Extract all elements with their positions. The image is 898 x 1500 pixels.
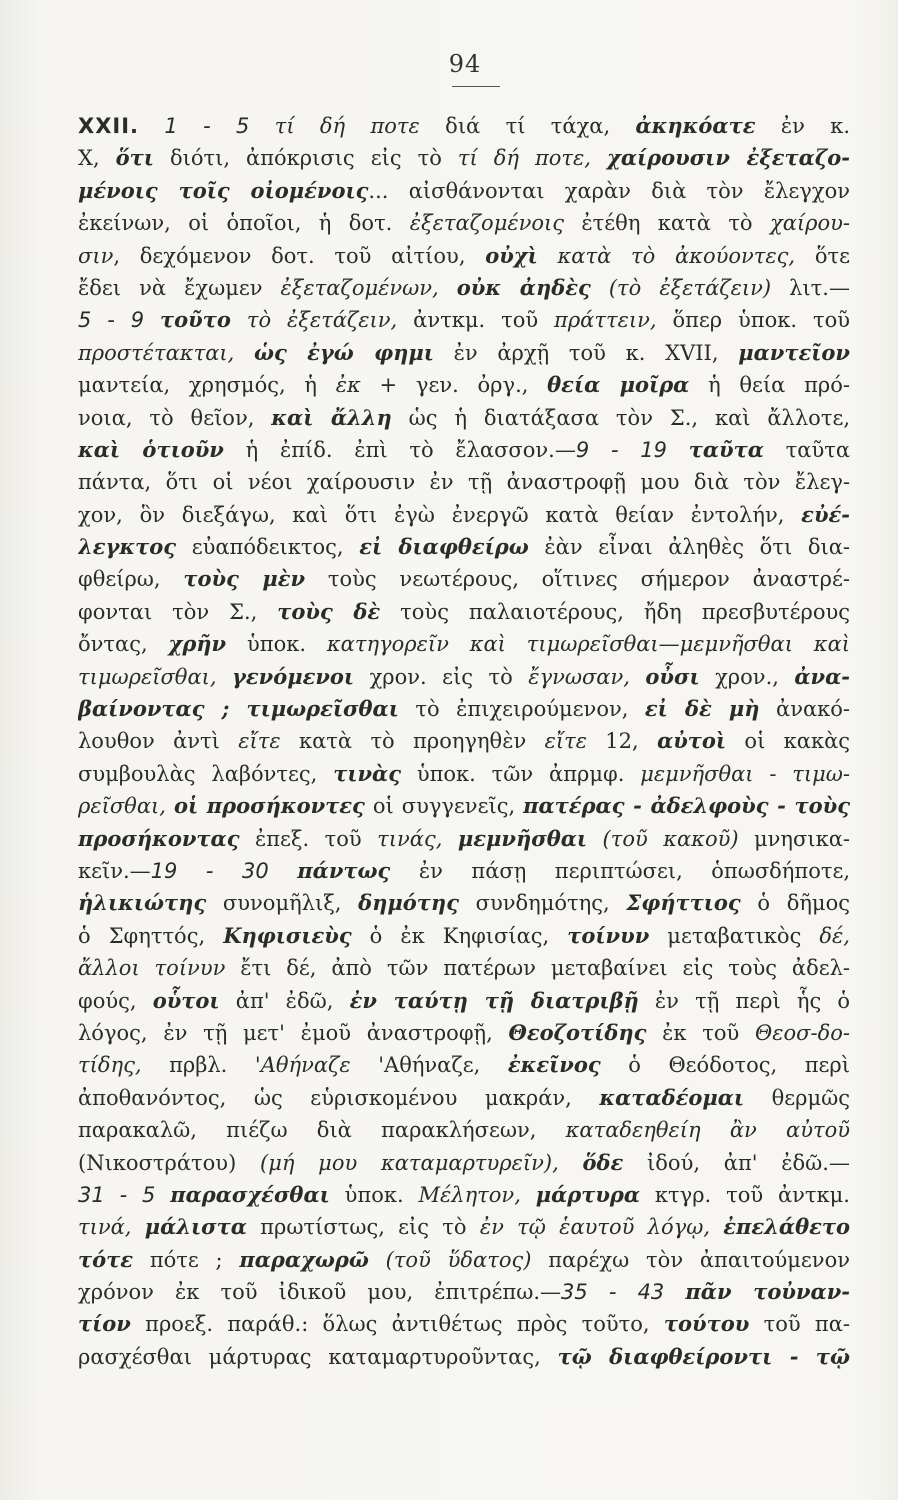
- lemma-term: μεμνῆσθαι: [457, 825, 588, 851]
- text-segment: + γεν. ὀργ.,: [360, 373, 548, 398]
- lemma-term: καὶ ἄλλη: [271, 404, 392, 430]
- text-segment: κεῖν.—: [78, 858, 151, 883]
- text-segment: ὁ Θεόδοτος, περὶ: [600, 1053, 850, 1078]
- line-reference: 19 - 30: [150, 858, 269, 883]
- text-segment: [630, 665, 645, 689]
- text-segment: χαίρου-: [769, 211, 850, 236]
- text-segment: Θεοσ-δο-: [755, 1020, 850, 1045]
- text-segment: κατὰ τὸ ἀκούοντες,: [557, 243, 796, 268]
- lemma-term: χαίρουσιν ἐξεταζο-: [607, 145, 850, 171]
- text-segment: διότι, ἀπόκρισις εἰς τὸ: [153, 146, 458, 171]
- text-segment: λόγος, ἐν τῇ μετ' ἐμοῦ ἀναστροφῇ,: [78, 1020, 509, 1045]
- text-segment: τινά,: [78, 1215, 132, 1240]
- lemma-term: οὐκ ἀηδὲς: [456, 274, 591, 300]
- text-segment: τίδης,: [78, 1053, 142, 1078]
- lemma-term: Σφήττιος: [626, 890, 741, 916]
- lemma-term: παραχωρῶ: [239, 1246, 369, 1272]
- text-segment: ὄντας,: [78, 632, 169, 657]
- line-reference: 35 - 43: [561, 1280, 665, 1305]
- text-line: [78, 725, 850, 757]
- text-segment: ὁ δῆμος: [740, 891, 850, 916]
- text-segment: ἐν πάσῃ περιπτώσει, ὁπωσδήποτε,: [390, 858, 850, 883]
- text-segment: ὁ ἐκ Κηφισίας,: [351, 923, 568, 948]
- text-segment: μαντεία, χρησμός, ἡ: [78, 373, 336, 398]
- text-segment: παρακαλῶ, πιέζω διὰ παρακλήσεων,: [78, 1118, 566, 1143]
- text-line: [78, 1341, 850, 1373]
- lemma-term: τίον: [78, 1311, 131, 1337]
- lemma-term: ἀκηκόατε: [635, 113, 756, 138]
- text-line: [78, 1211, 850, 1243]
- lemma-term: χρῆν: [168, 631, 227, 657]
- text-line: [78, 369, 850, 401]
- lemma-term: τοὺς δὲ: [277, 598, 381, 624]
- text-segment: ὑποκ.: [329, 1182, 419, 1207]
- line-reference: 5 - 9: [78, 308, 145, 333]
- text-line: [78, 1114, 850, 1146]
- text-segment: ἀποθανόντος, ὡς εὑρισκομένου μακράν,: [78, 1085, 600, 1110]
- text-segment: ἐὰν εἶναι ἀληθὲς ὅτι δια-: [528, 535, 850, 560]
- text-segment: οἱ συγγενεῖς,: [364, 794, 524, 819]
- text-line: [78, 1082, 850, 1114]
- text-segment: [234, 341, 254, 365]
- text-segment: ἰδού, ἀπ' ἐδῶ.—: [623, 1150, 850, 1175]
- lemma-term: μάλιστα: [144, 1214, 247, 1240]
- text-segment: [591, 146, 607, 170]
- lemma-term: οὐχὶ: [485, 242, 538, 268]
- text-segment: [249, 114, 274, 138]
- text-line: [78, 272, 850, 304]
- text-line: [78, 499, 850, 531]
- lemma-term: μαντεῖον: [738, 339, 850, 365]
- page-number: 94: [448, 50, 482, 78]
- text-line: [78, 1147, 850, 1179]
- text-line: [78, 628, 850, 660]
- text-segment: χρόνον ἐκ τοῦ ἰδικοῦ μου, ἐπιτρέπω.—: [78, 1280, 562, 1305]
- text-segment: τί δή ποτε: [274, 114, 420, 138]
- text-segment: ἔτι δέ, ἀπὸ τῶν πατέρων μεταβαίνει εἰς τοὺς ἀδελ-: [225, 956, 850, 981]
- text-segment: χρον.,: [699, 664, 795, 689]
- chapter-number: ΧΧΙΙ.: [78, 114, 139, 138]
- text-segment: ἐκείνων, οἱ ὁποῖοι, ἡ δοτ.: [78, 211, 410, 236]
- text-segment: τινάς,: [377, 826, 443, 851]
- text-segment: εἴτε: [544, 729, 587, 754]
- text-segment: [559, 1151, 583, 1175]
- text-segment: φθείρω,: [78, 567, 184, 592]
- text-segment: 'Αθήναζε: [254, 1053, 351, 1078]
- lemma-term: Θεοζοτίδης: [508, 1019, 647, 1045]
- text-segment: [442, 827, 457, 851]
- line-reference: 9 - 19: [575, 437, 667, 462]
- text-line: [78, 531, 850, 563]
- text-line: [78, 887, 850, 919]
- text-segment: ἐτέθη κατὰ τὸ: [564, 211, 770, 236]
- text-segment: ρασχέσθαι μάρτυρας καταμαρτυροῦντας,: [78, 1344, 558, 1369]
- text-segment: [591, 276, 609, 300]
- text-segment: τὸ ἐπιχειρούμενον,: [398, 697, 645, 722]
- text-segment: ὁ Σφηττός,: [78, 923, 224, 948]
- text-segment: φονται τὸν Σ.,: [78, 599, 278, 624]
- text-segment: πρβλ.: [141, 1053, 255, 1078]
- text-segment: ἐν ἀρχῇ τοῦ κ. XVII,: [433, 340, 739, 365]
- text-segment: (Νικοστράτου): [78, 1150, 261, 1175]
- text-segment: [155, 1183, 170, 1207]
- lemma-term: γενόμενοι: [232, 663, 355, 689]
- text-segment: οἱ κακὰς: [726, 729, 850, 754]
- text-segment: ἐν κ.: [755, 114, 850, 138]
- lemma-term: ταῦτα: [688, 436, 764, 462]
- text-segment: τὸ ἐξετάζειν,: [246, 308, 398, 333]
- text-segment: διά τί τάχα,: [419, 114, 636, 138]
- text-segment: ταῦτα: [763, 437, 850, 462]
- page-number-rule: [452, 86, 500, 87]
- lemma-term: δημότης: [358, 890, 459, 916]
- lemma-term: βαίνοντας ; τιμωρεῖσθαι: [78, 696, 399, 722]
- lemma-term: τινὰς: [333, 760, 401, 786]
- text-segment: κτγρ. τοῦ ἀντκμ.: [640, 1182, 850, 1207]
- text-segment: μεταβατικὸς: [649, 923, 820, 948]
- text-segment: λιτ.—: [771, 275, 850, 300]
- text-line: [78, 175, 850, 207]
- text-line: [78, 693, 850, 725]
- text-segment: πάντα, ὅτι οἱ νέοι χαίρουσιν ἐν τῇ ἀναστροφῇ μου διὰ τὸν ἔλεγ-: [78, 470, 850, 495]
- text-segment: ὑποκ.: [226, 632, 327, 657]
- lemma-term: εἰ δὲ μὴ: [644, 696, 760, 722]
- text-line: [78, 985, 850, 1017]
- text-segment: πότε ;: [133, 1247, 240, 1272]
- lemma-term: μάρτυρα: [535, 1181, 641, 1207]
- lemma-term: τοὺς μὲν: [183, 566, 306, 592]
- text-segment: νοια, τὸ θεῖον,: [78, 405, 272, 430]
- text-segment: [664, 1280, 685, 1304]
- text-segment: ὡς ἡ διατάξασα τὸν Σ., καὶ ἄλλοτε,: [391, 405, 850, 430]
- text-segment: προστέτακται,: [78, 340, 235, 365]
- text-segment: [369, 1248, 386, 1272]
- lemma-term: οὖσι: [645, 663, 700, 689]
- text-line: [78, 110, 850, 142]
- text-segment: (μή μου καταμαρτυρεῖν),: [260, 1150, 559, 1175]
- text-segment: ὅπερ ὑποκ. τοῦ: [656, 308, 850, 333]
- text-segment: πρωτίστως, εἰς τὸ: [246, 1215, 480, 1240]
- lemma-term: εὐέ-: [801, 501, 850, 527]
- text-segment: συνομῆλιξ,: [206, 891, 359, 916]
- text-segment: [231, 308, 247, 332]
- text-segment: καταδεηθείη ἂν αὐτοῦ: [565, 1118, 850, 1143]
- lemma-term: οἱ προσήκοντες: [173, 793, 365, 819]
- lemma-term: ἐν ταύτῃ τῇ διατριβῇ: [349, 987, 639, 1013]
- text-segment: ἀπ' ἐδῶ,: [219, 988, 350, 1013]
- text-segment: [710, 1215, 723, 1239]
- text-line: [78, 920, 850, 952]
- text-segment: Μέλητον,: [418, 1182, 521, 1207]
- text-segment: [131, 1215, 144, 1239]
- lemma-term: τοῦτο: [160, 307, 231, 333]
- text-segment: (τοῦ κακοῦ): [602, 826, 739, 851]
- text-line: [78, 142, 850, 174]
- text-segment: ὑποκ. τῶν ἀπρμφ.: [401, 761, 641, 786]
- text-segment: ἐκ: [335, 373, 361, 398]
- text-segment: μεμνῆσθαι - τιμω-: [640, 761, 850, 786]
- text-segment: τοὺς παλαιοτέρους, ἤδη πρεσβυτέρους: [380, 599, 850, 624]
- text-line: [78, 1049, 850, 1081]
- text-segment: ρεῖσθαι,: [78, 794, 166, 819]
- text-segment: (τὸ ἐξετάζειν): [608, 275, 772, 300]
- lemma-term: τότε: [78, 1246, 134, 1272]
- lemma-term: λεγκτος: [78, 534, 177, 560]
- lemma-term: τούτου: [663, 1311, 750, 1337]
- text-segment: [139, 114, 164, 138]
- text-segment: ἐν τῷ ἑαυτοῦ λόγῳ,: [479, 1215, 710, 1240]
- text-line: [78, 758, 850, 790]
- text-line: [78, 952, 850, 984]
- text-segment: ἔδει νὰ ἔχωμεν: [78, 275, 281, 300]
- lemma-term: θεία μοῖρα: [547, 372, 690, 398]
- lemma-term: ἀνα-: [794, 663, 850, 689]
- text-line: [78, 823, 850, 855]
- lemma-term: πάντως: [297, 857, 391, 883]
- text-segment: παρέχω τὸν ἀπαιτούμενον: [531, 1247, 850, 1272]
- text-line: [78, 304, 850, 336]
- lemma-term: Κηφισιεὺς: [223, 922, 352, 948]
- lemma-term: προσήκοντας: [78, 825, 240, 851]
- text-segment: ἡ θεία πρό-: [689, 373, 850, 398]
- text-line: [78, 1244, 850, 1276]
- text-line: [78, 434, 850, 466]
- text-segment: ἐξεταζομένοις: [409, 211, 565, 236]
- text-segment: κατηγορεῖν καὶ τιμωρεῖσθαι—μεμνῆσθαι καὶ: [326, 632, 850, 657]
- lemma-term: καταδέομαι: [599, 1084, 745, 1110]
- text-line: [78, 466, 850, 498]
- lemma-term: τοίνυν: [567, 922, 650, 948]
- text-line: [78, 661, 850, 693]
- text-segment: τοὺς νεωτέρους, οἵτινες σήμερον ἀναστρέ-: [305, 567, 850, 592]
- text-segment: ἐν τῇ περὶ ἧς ὁ: [638, 988, 850, 1013]
- text-segment: ἀνακό-: [759, 697, 850, 722]
- text-segment: σιν: [78, 243, 114, 268]
- text-segment: ... αἰσθάνονται χαρὰν διὰ τὸν ἔλεγχον: [368, 178, 850, 203]
- text-line: [78, 1276, 850, 1308]
- text-segment: ὅτε: [795, 243, 850, 268]
- text-segment: τοῦ πα-: [749, 1312, 850, 1337]
- text-line: [78, 563, 850, 595]
- text-segment: πράττειν,: [554, 308, 657, 333]
- text-segment: φούς,: [78, 988, 153, 1013]
- text-segment: δέ,: [819, 923, 850, 948]
- text-segment: εἴτε: [238, 729, 281, 754]
- text-segment: ἄλλοι τοίνυν: [78, 956, 226, 981]
- text-line: [78, 596, 850, 628]
- text-line: [78, 1308, 850, 1340]
- text-segment: συνδημότης,: [458, 891, 627, 916]
- line-reference: 1 - 5: [164, 114, 250, 138]
- lemma-term: ὡς ἐγώ φημι: [254, 339, 434, 365]
- text-segment: [521, 1183, 536, 1207]
- text-segment: ἐκ τοῦ: [646, 1020, 756, 1045]
- lemma-term: παρασχέσθαι: [170, 1181, 330, 1207]
- text-segment: κατὰ τὸ προηγηθὲν: [280, 729, 545, 754]
- text-segment: ἡ ἐπίδ. ἐπὶ τὸ ἔλασσον.—: [223, 437, 576, 462]
- text-segment: [217, 665, 232, 689]
- text-segment: τιμωρεῖσθαι,: [78, 664, 217, 689]
- text-segment: 12,: [586, 729, 658, 754]
- text-segment: ἔγνωσαν,: [528, 664, 630, 689]
- text-segment: μνησικα-: [738, 826, 850, 851]
- text-segment: [667, 438, 689, 462]
- text-segment: , δεχόμενον δοτ. τοῦ αἰτίου,: [113, 243, 486, 268]
- text-line: [78, 402, 850, 434]
- lemma-term: ὅτι: [115, 145, 154, 171]
- commentary-text: [78, 110, 850, 1373]
- lemma-term: ἡλικιώτης: [78, 890, 207, 916]
- lemma-term: μένοις τοῖς οἰομένοις: [78, 177, 369, 203]
- text-segment: συμβουλὰς λαβόντες,: [78, 761, 334, 786]
- text-segment: [269, 859, 298, 883]
- text-line: [78, 337, 850, 369]
- lemma-term: εἰ διαφθείρω: [359, 534, 529, 560]
- text-segment: ἐξεταζομένων,: [280, 275, 439, 300]
- text-segment: εὐαπόδεικτος,: [176, 535, 360, 560]
- lemma-term: τῷ διαφθείροντι - τῷ: [557, 1343, 850, 1369]
- text-segment: ἐπεξ. τοῦ: [239, 826, 378, 851]
- text-segment: τί δή ποτε,: [457, 146, 591, 171]
- lemma-term: πατέρας - ἀδελφοὺς - τοὺς: [523, 793, 850, 819]
- text-line: [78, 1179, 850, 1211]
- text-line: [78, 207, 850, 239]
- text-segment: χον, ὃν διεξάγω, καὶ ὅτι ἐγὼ ἐνεργῶ κατὰ θείαν ἐντολήν,: [78, 502, 802, 527]
- lemma-term: αὐτοὶ: [657, 728, 727, 754]
- text-segment: (τοῦ ὕδατος): [385, 1247, 532, 1272]
- text-segment: θερμῶς: [744, 1085, 850, 1110]
- text-line: [78, 1017, 850, 1049]
- text-segment: Χ,: [78, 146, 116, 171]
- lemma-term: ἐκεῖνος: [507, 1052, 601, 1078]
- text-segment: ἀντκμ. τοῦ: [397, 308, 555, 333]
- text-segment: [144, 308, 160, 332]
- lemma-term: ἐπελάθετο: [723, 1214, 850, 1240]
- lemma-term: ὅδε: [582, 1149, 624, 1175]
- lemma-term: οὗτοι: [152, 987, 220, 1013]
- text-segment: προεξ. παράθ.: ὅλως ἀντιθέτως πρὸς τοῦτο,: [130, 1312, 664, 1337]
- text-segment: χρον. εἰς τὸ: [354, 664, 529, 689]
- text-line: [78, 855, 850, 887]
- line-reference: 31 - 5: [78, 1182, 156, 1207]
- text-segment: [538, 244, 558, 268]
- text-line: [78, 240, 850, 272]
- text-segment: [439, 276, 457, 300]
- lemma-term: καὶ ὁτιοῦν: [78, 436, 224, 462]
- text-segment: [166, 794, 174, 818]
- text-segment: λουθον ἀντὶ: [78, 729, 239, 754]
- text-segment: [587, 827, 602, 851]
- text-segment: 'Αθήναζε,: [350, 1053, 508, 1078]
- lemma-term: πᾶν τοὐναν-: [685, 1279, 850, 1305]
- text-line: [78, 790, 850, 822]
